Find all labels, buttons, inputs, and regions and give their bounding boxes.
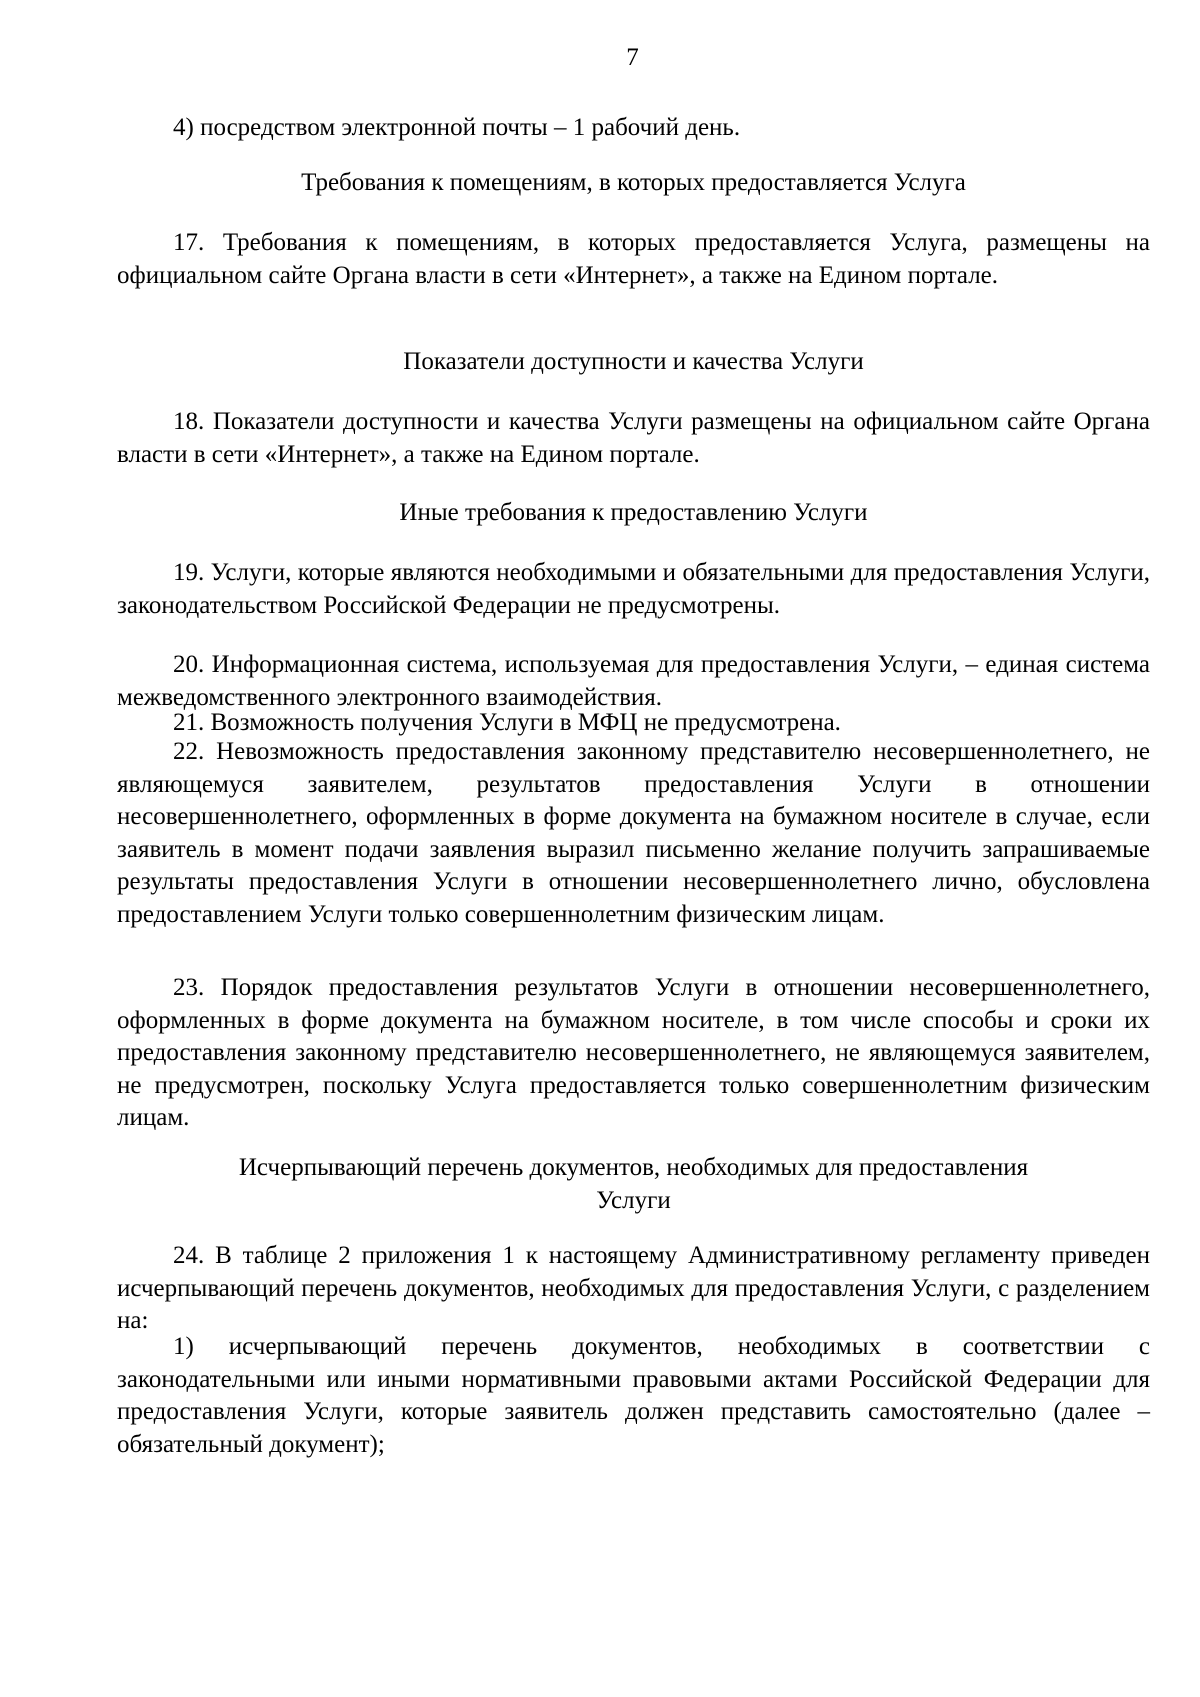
heading-indicators: Показатели доступности и качества Услуги [403,348,864,375]
paragraph-22: 22. Невозможность предоставления законному представителю несовершеннолетнего, не являющемуся заявителем, результатов предоставления Услуги в отношении несовершеннолетнего, оформленных в форме документа на бумажном носителе в случае, если заявитель в момент подачи заявления выразил письменно желание получить запрашиваемые результаты предоставления Услуги в отношении несовершеннолетнего лично, обусловлена предоставлением Услуги только совершеннолетним физическим лицам. [117,738,1150,928]
paragraph-24: 24. В таблице 2 приложения 1 к настоящему Административному регламенту приведен исчерпывающий перечень документов, необходимых для предоставления Услуги, с разделением на: [117,1242,1150,1334]
heading-other-requirements: Иные требования к предоставлению Услуги [399,499,868,526]
paragraph-23: 23. Порядок предоставления результатов Услуги в отношении несовершеннолетнего, оформленных в форме документа на бумажном носителе, в том числе способы и сроки их предоставления законному представителю несовершеннолетнего, не являющемуся заявителем, не предусмотрен, поскольку Услуга предоставляется только совершеннолетним физическим лицам. [117,974,1150,1131]
paragraph-20: 20. Информационная система, используемая для предоставления Услуги, – единая система межведомственного электронного взаимодействия. [117,651,1150,711]
heading-documents [117,1152,1150,1217]
paragraph-18: 18. Показатели доступности и качества Услуги размещены на официальном сайте Органа власти в сети «Интернет», а также на Едином портале. [117,408,1150,468]
heading-documents-line2: Услуги [596,1186,671,1214]
heading-premises: Требования к помещениям, в которых предоставляется Услуга [301,169,966,196]
heading-documents-line1: Исчерпывающий перечень документов, необходимых для предоставления [238,1154,1029,1181]
paragraph-19: 19. Услуги, которые являются необходимыми и обязательными для предоставления Услуги, законодательством Российской Федерации не предусмотрены. [117,559,1150,619]
paragraph-21: 21. Возможность получения Услуги в МФЦ не предусмотрена. [173,709,841,736]
paragraph-24-item-1: 1) исчерпывающий перечень документов, необходимых в соответствии с законодательными или иными нормативными правовыми актами Российской Федерации для предоставления Услуги, которые заявитель должен представить самостоятельно (далее – обязательный документ); [117,1333,1150,1458]
page-number: 7 [626,44,639,71]
paragraph-email-term: 4) посредством электронной почты – 1 рабочий день. [173,114,741,141]
paragraph-17: 17. Требования к помещениям, в которых предоставляется Услуга, размещены на официальном сайте Органа власти в сети «Интернет», а также на Едином портале. [117,229,1150,289]
